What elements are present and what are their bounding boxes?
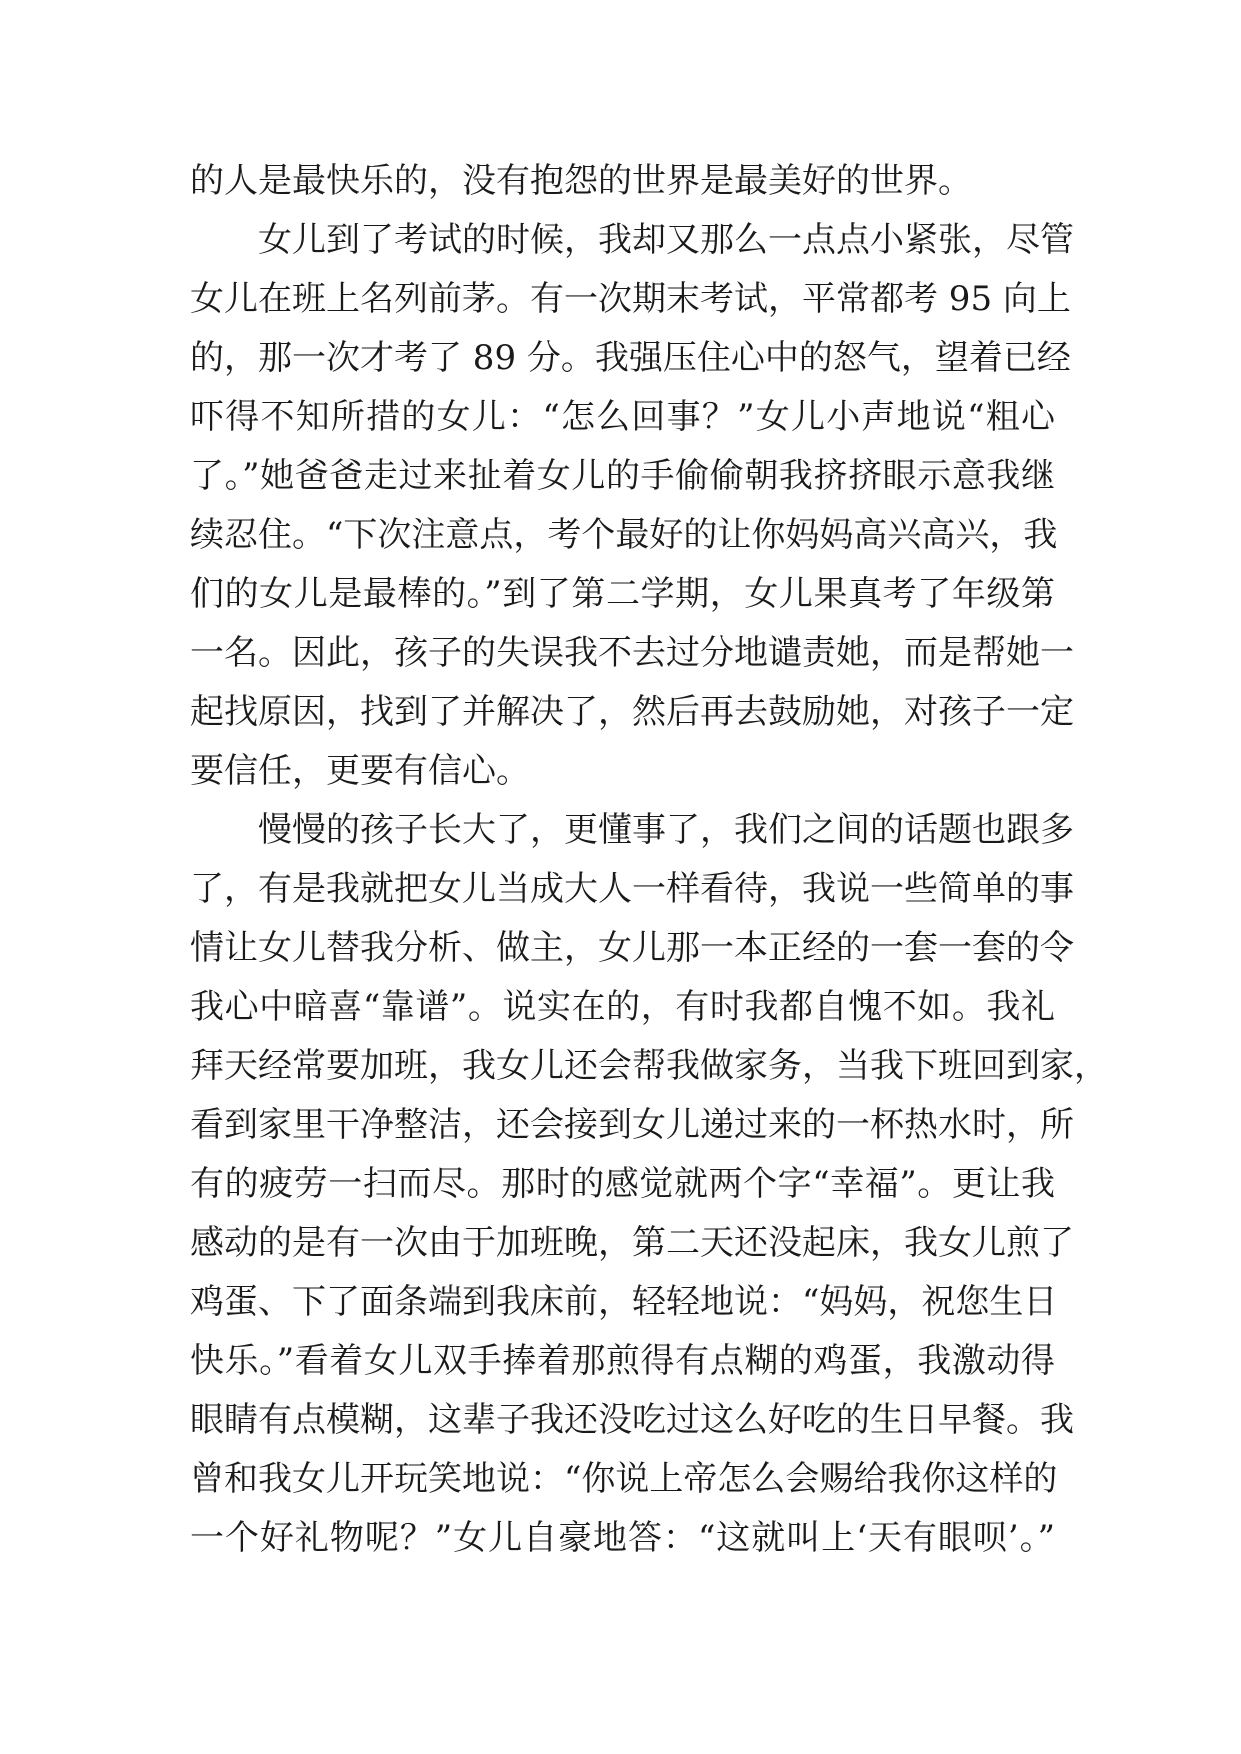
- text-line: 有的疲劳一扫而尽。那时的感觉就两个字“幸福”。更让我: [190, 1164, 1055, 1204]
- text-line: 曾和我女儿开玩笑地说：“你说上帝怎么会赐给我你这样的: [190, 1459, 1058, 1499]
- text-line: 鸡蛋、下了面条端到我床前，轻轻地说：“妈妈，祝您生日: [190, 1282, 1058, 1322]
- text-line: 吓得不知所措的女儿：“怎么回事？”女儿小声地说“粗心: [190, 397, 1055, 437]
- text-line: 我心中暗喜“靠谱”。说实在的，有时我都自愧不如。我礼: [190, 987, 1055, 1027]
- text-line: 眼睛有点模糊，这辈子我还没吃过这么好吃的生日早餐。我: [190, 1400, 1074, 1440]
- paragraph-start-line: 女儿到了考试的时候，我却又那么一点点小紧张，尽管: [258, 220, 1074, 260]
- text-line: 看到家里干净整洁，还会接到女儿递过来的一杯热水时，所: [190, 1105, 1074, 1145]
- text-line: 了，有是我就把女儿当成大人一样看待，我说一些简单的事: [190, 869, 1074, 909]
- paragraph-start-line: 慢慢的孩子长大了，更懂事了，我们之间的话题也跟多: [258, 810, 1074, 850]
- text-line: 一个好礼物呢？”女儿自豪地答：“这就叫上‘天有眼呗’。”: [190, 1518, 1055, 1558]
- text-line: 们的女儿是最棒的。”到了第二学期，女儿果真考了年级第: [190, 574, 1055, 614]
- text-line: 一名。因此，孩子的失误我不去过分地谴责她，而是帮她一: [190, 633, 1074, 673]
- text-line: 的人是最快乐的，没有抱怨的世界是最美好的世界。: [190, 161, 972, 201]
- text-line: 的，那一次才考了 89 分。我强压住心中的怒气，望着已经: [190, 338, 1071, 378]
- paragraph-end-line: 要信任，更要有信心。: [190, 751, 530, 791]
- text-line: 情让女儿替我分析、做主，女儿那一本正经的一套一套的令: [190, 928, 1074, 968]
- text-line: 女儿在班上名列前茅。有一次期末考试，平常都考 95 向上: [190, 279, 1071, 319]
- text-line: 起找原因，找到了并解决了，然后再去鼓励她，对孩子一定: [190, 692, 1074, 732]
- text-line: 感动的是有一次由于加班晚，第二天还没起床，我女儿煎了: [190, 1223, 1074, 1263]
- text-line: 了。”她爸爸走过来扯着女儿的手偷偷朝我挤挤眼示意我继: [190, 456, 1055, 496]
- text-line: 拜天经常要加班，我女儿还会帮我做家务，当我下班回到家，: [190, 1046, 1108, 1086]
- text-line: 快乐。”看着女儿双手捧着那煎得有点糊的鸡蛋，我激动得: [190, 1341, 1055, 1381]
- document-body: [190, 152, 1108, 1568]
- text-line: 续忍住。“下次注意点，考个最好的让你妈妈高兴高兴，我: [190, 515, 1058, 555]
